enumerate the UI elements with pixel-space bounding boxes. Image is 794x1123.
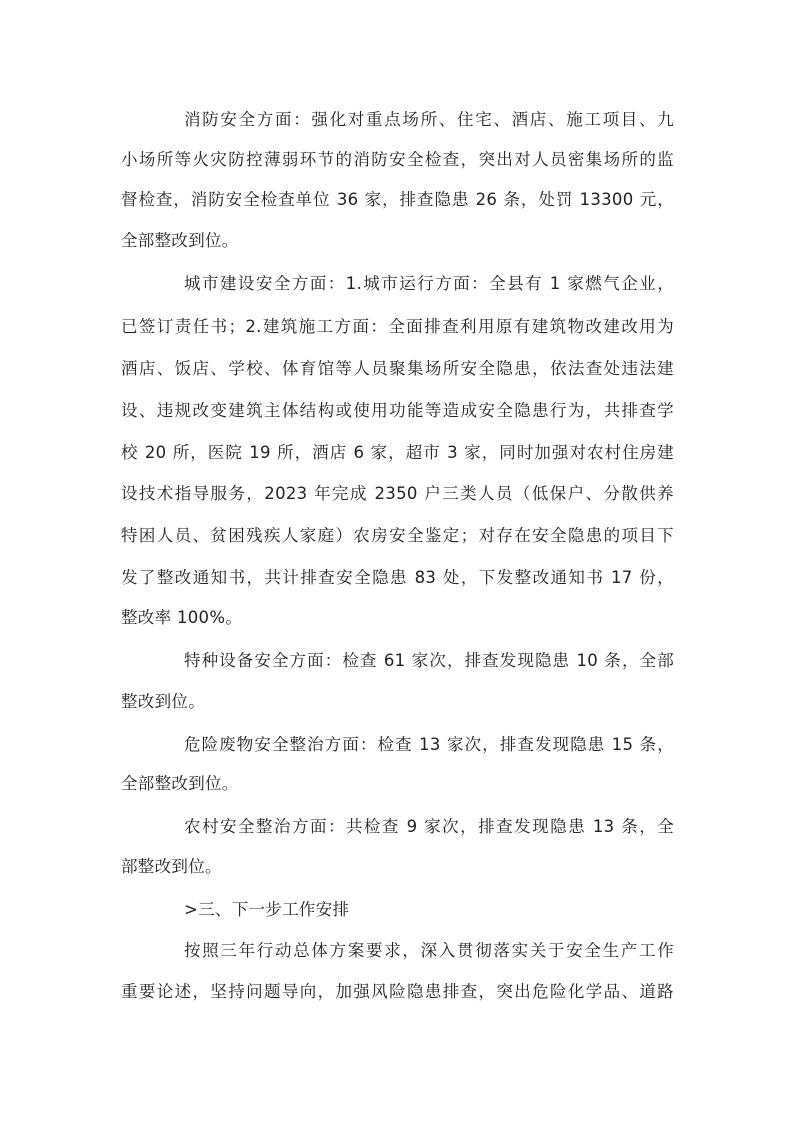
text-line: 部整改到位。 bbox=[121, 857, 222, 876]
text-line: 危险废物安全整治方面：检查 13 家次，排查发现隐患 15 条， bbox=[184, 735, 674, 754]
text-line: 全部整改到位。 bbox=[121, 231, 239, 250]
text-line: 酒店、饭店、学校、体育馆等人员聚集场所安全隐患，依法查处违法建 bbox=[121, 359, 674, 378]
text-line: 设、违规改变建筑主体结构或使用功能等造成安全隐患行为，共排查学 bbox=[121, 401, 674, 420]
text-line: 城市建设安全方面：1.城市运行方面：全县有 1 家燃气企业， bbox=[184, 274, 674, 293]
text-line: 特困人员、贫困残疾人家庭）农房安全鉴定；对存在安全隐患的项目下 bbox=[121, 526, 674, 545]
section-heading: >三、下一步工作安排 bbox=[184, 900, 350, 919]
text-line: 特种设备安全方面：检查 61 家次，排查发现隐患 10 条，全部 bbox=[184, 651, 674, 670]
text-line: 整改到位。 bbox=[121, 692, 205, 711]
text-line: 督检查，消防安全检查单位 36 家，排查隐患 26 条，处罚 13300 元， bbox=[121, 190, 674, 209]
text-line: 农村安全整治方面：共检查 9 家次，排查发现隐患 13 条，全 bbox=[184, 817, 674, 836]
text-line: 已签订责任书；2.建筑施工方面：全面排查利用原有建筑物改建改用为 bbox=[121, 317, 674, 336]
text-line: 按照三年行动总体方案要求，深入贯彻落实关于安全生产工作 bbox=[184, 941, 674, 960]
text-line: 全部整改到位。 bbox=[121, 774, 239, 793]
text-line: 设技术指导服务，2023 年完成 2350 户三类人员（低保户、分散供养 bbox=[121, 484, 674, 503]
text-line: 校 20 所，医院 19 所，酒店 6 家，超市 3 家，同时加强对农村住房建 bbox=[121, 443, 674, 462]
text-line: 发了整改通知书，共计排查安全隐患 83 处，下发整改通知书 17 份， bbox=[121, 568, 674, 587]
text-line: 小场所等火灾防控薄弱环节的消防安全检查，突出对人员密集场所的监 bbox=[121, 150, 674, 169]
text-line: 重要论述，坚持问题导向，加强风险隐患排查，突出危险化学品、道路 bbox=[121, 982, 674, 1001]
text-line: 整改率 100%。 bbox=[121, 608, 243, 627]
text-line: 消防安全方面：强化对重点场所、住宅、酒店、施工项目、九 bbox=[184, 110, 674, 129]
